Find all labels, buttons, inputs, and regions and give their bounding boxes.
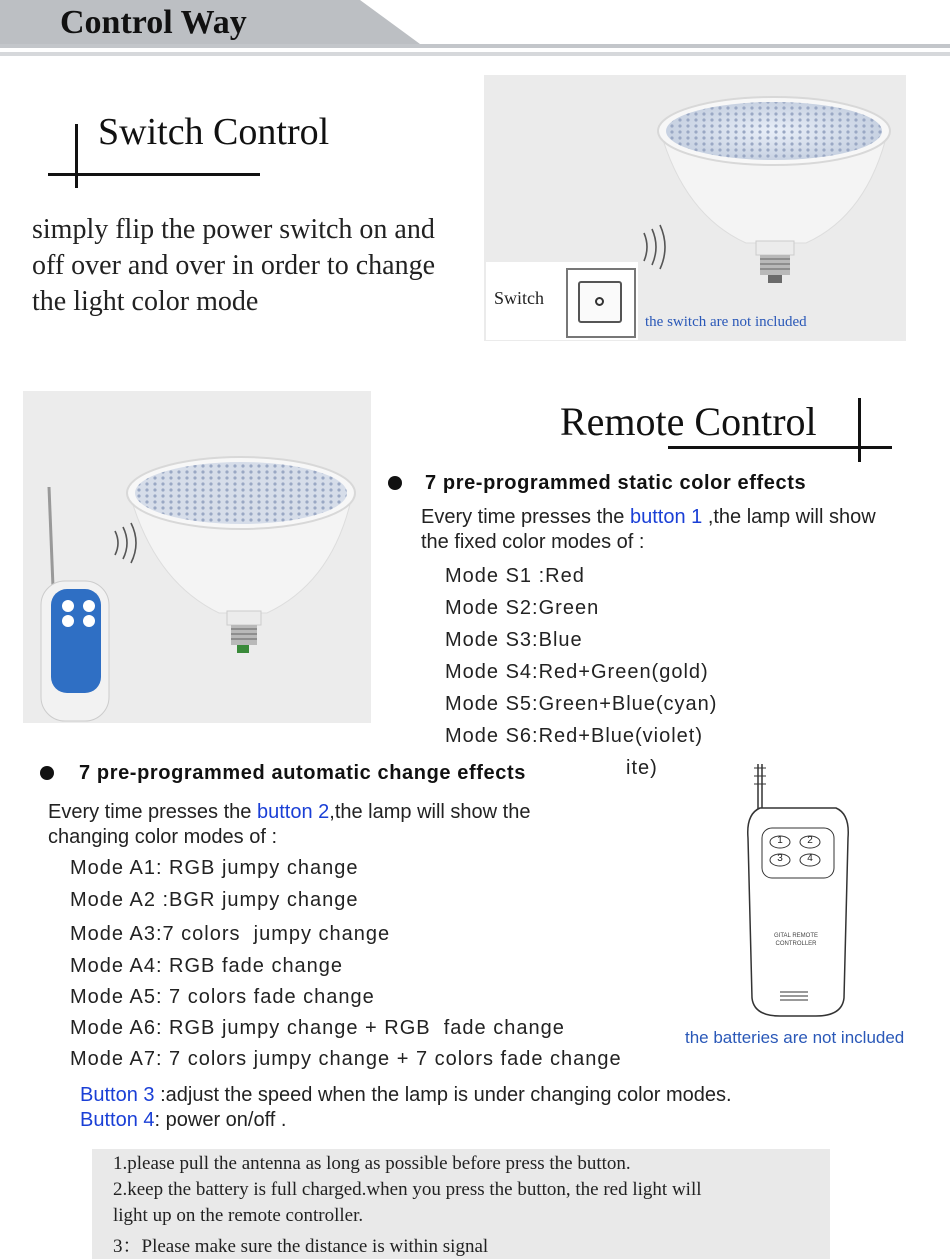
remote-button-1-label: 1 (777, 835, 783, 846)
static-intro (421, 505, 876, 530)
mode-s5: Mode S5:Green+Blue(cyan) (445, 693, 718, 715)
auto-intro (48, 800, 530, 825)
mode-s2: Mode S2:Green (445, 597, 600, 619)
switch-control-description: simply flip the power switch on and off over and over in order to change the light color mode (32, 214, 435, 317)
button3-label: Button 3 (80, 1084, 155, 1106)
section-marker-horizontal (48, 173, 260, 176)
lamp-remote-image (23, 391, 371, 723)
remote-button-4-label: 4 (807, 853, 813, 864)
mode-a1: Mode A1: RGB jumpy change (70, 857, 359, 879)
remote-button-2-label: 2 (807, 835, 813, 846)
auto-intro-line2: changing color modes of : (48, 826, 278, 848)
note-line-3: light up on the remote controller. (113, 1205, 364, 1226)
mode-s4: Mode S4:Red+Green(gold) (445, 661, 709, 683)
note-line-4: 3：Please make sure the distance is within signal (113, 1236, 489, 1257)
section-marker-vertical (858, 398, 861, 462)
switch-label: Switch (494, 288, 545, 308)
remote-controller-drawing (740, 758, 860, 1022)
button4-text: : power on/off . (154, 1109, 287, 1131)
mode-a7: Mode A7: 7 colors jumpy change + 7 colors fade change (70, 1048, 622, 1070)
section-marker-horizontal (668, 446, 892, 449)
button3-description (80, 1083, 732, 1108)
auto-effects-heading: 7 pre-programmed automatic change effects (79, 762, 530, 785)
mode-a3: Mode A3:7 colors jumpy change (70, 923, 391, 945)
mode-s6: Mode S6:Red+Blue(violet) (445, 725, 704, 747)
mode-s1: Mode S1 :Red (445, 565, 585, 587)
button3-text: :adjust the speed when the lamp is under changing color modes. (154, 1084, 732, 1106)
button2-label: button 2 (256, 801, 330, 823)
remote-brand-line1: GITAL REMOTE (773, 933, 818, 939)
mode-s7-partial: ite) (626, 757, 658, 779)
mode-s3: Mode S3:Blue (445, 629, 583, 651)
static-effects-heading: 7 pre-programmed static color effects (425, 472, 807, 494)
button4-label: Button 4 (80, 1109, 155, 1131)
static-intro-line2: the fixed color modes of : (421, 531, 645, 553)
switch-control-title: Switch Control (98, 111, 330, 153)
bullet-icon (388, 476, 402, 490)
static-intro-suffix: ,the lamp will show (702, 506, 876, 528)
header-divider-secondary (0, 52, 950, 56)
mode-a4: Mode A4: RGB fade change (70, 955, 344, 977)
static-intro-prefix: Every time presses the (421, 506, 630, 528)
button1-label: button 1 (629, 506, 703, 528)
remote-control-title: Remote Control (560, 399, 817, 444)
switch-not-included-note: the switch are not included (645, 314, 807, 330)
auto-intro-suffix: ,the lamp will show the (329, 801, 531, 823)
antenna (49, 487, 53, 587)
remote-brand-line2: CONTROLLER (775, 941, 817, 947)
switch-indicator (595, 297, 604, 306)
header-divider (0, 44, 950, 48)
note-line-2: 2.keep the battery is full charged.when you press the button, the red light will (113, 1179, 702, 1200)
page-title: Control Way (60, 4, 247, 41)
note-line-1: 1.please pull the antenna as long as possible before press the button. (113, 1153, 631, 1174)
button4-description (80, 1108, 286, 1133)
remote-button-3-label: 3 (777, 853, 783, 864)
mode-a2: Mode A2 :BGR jumpy change (70, 889, 359, 911)
signal-waves-icon (115, 523, 136, 563)
mode-a6: Mode A6: RGB jumpy change + RGB fade change (70, 1017, 565, 1039)
mode-a5: Mode A5: 7 colors fade change (70, 986, 375, 1008)
bullet-icon (40, 766, 54, 780)
section-marker-vertical (75, 124, 78, 188)
signal-waves-icon (644, 225, 665, 269)
batteries-not-included-note: the batteries are not included (685, 1028, 905, 1047)
auto-intro-prefix: Every time presses the (48, 801, 257, 823)
remote-and-lamp-illustration (23, 391, 371, 723)
